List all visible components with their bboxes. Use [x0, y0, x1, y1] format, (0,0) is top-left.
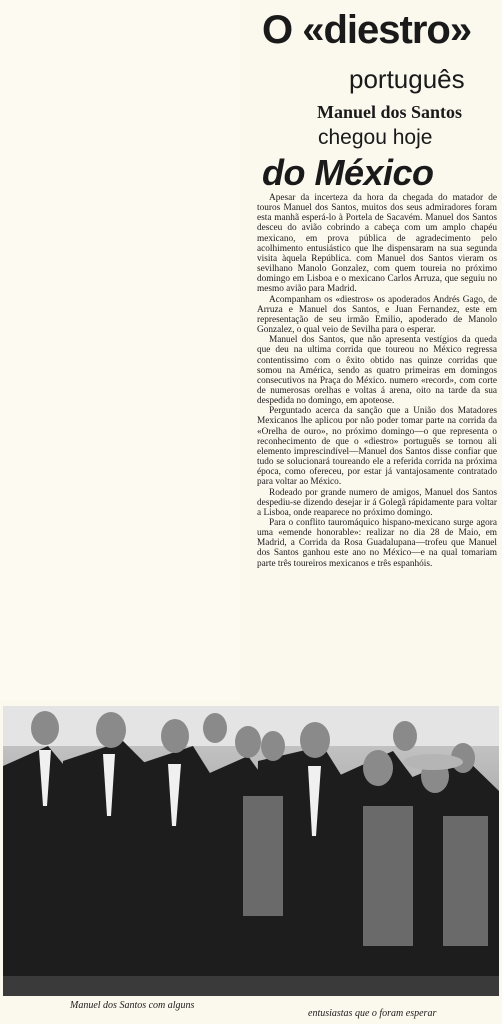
article-paragraph: Manuel dos Santos, que não apresenta vestígios da queda que deu na ultima corrida que toureou no México regressa contentissimo com o êxito obtido nas quinze corridas que somou na América, sendo as quatro primeiras em domingos consecutivos na Praça do México. numero «record», com corte de numerosas orelhas e voltas á arena, oito na tarde da sua despedida no domingo, em apoteose. [257, 335, 497, 407]
article-paragraph: Rodeado por grande numero de amigos, Manuel dos Santos despediu-se dizendo desejar ir á Golegã rápidamente para voltar a Lisboa, onde reaparece no próximo domingo. [257, 487, 497, 518]
headline-line-1: O «diestro» [262, 8, 472, 52]
photo-crowd-illustration [3, 706, 499, 996]
article-paragraph: Perguntado acerca da sanção que a União dos Matadores Mexicanos lhe aplicou por não poder tomar parte na corrida da «Orelha de ouro», no próximo domingo—o que representa o reconhecimento de que o «diestro» português se tornou ali elemento imprescindível—Manuel dos Santos disse confiar que tudo se solucionará toureando ele a referida corrida na próxima época, como ofereceu, por estar já vantajosamente contratado para voltar ao México. [257, 406, 497, 488]
headline-line-5: do México [262, 152, 434, 193]
photo-caption-left: Manuel dos Santos com alguns [70, 1000, 195, 1011]
blank-margin [0, 0, 240, 700]
headline-line-4: chegou hoje [318, 126, 433, 149]
article-body [257, 193, 497, 705]
photo-caption-right: entusiastas que o foram esperar [308, 1008, 437, 1019]
news-photo [3, 706, 499, 996]
headline-line-2: português [349, 64, 465, 94]
article-paragraph: Acompanham os «diestros» os apoderados Andrés Gago, de Arruza e Manuel dos Santos, e Juan Fernandez, este em representação de seu irmão Emilio, apoderado de Manolo Gonzalez, o qual veio de Sevilha para o esperar. [257, 294, 497, 336]
article-paragraph: Apesar da incerteza da hora da chegada do matador de touros Manuel dos Santos, muitos dos seus admiradores foram esta manhã esperá-lo à Portela de Sacavém. Manuel dos Santos desceu do avião cobrindo a cabeça com um amplo chapéu mexicano, em prova pública de agradecimento pelo acolhimento entusiástico que lhe dispensaram na sua segunda visita àquela República. com Manuel dos Santos vieram os sevilhano Manolo Gonzalez, com quem toureia no próximo domingo em Lisboa e o mexicano Carlos Arruza, que seguiu no mesmo avião para Madrid. [257, 193, 497, 295]
article-paragraph: Para o conflito tauromáquico hispano-mexicano surge agora uma «emende honorable»: realizar no dia 28 de Maio, em Madrid, a Corrida da Rosa Guadalupana—trofeu que Manuel dos Santos ganhou este ano no México—e na qual tomariam parte três toureiros mexicanos e três espanhóis. [257, 518, 497, 569]
headline-line-3: Manuel dos Santos [317, 102, 463, 122]
